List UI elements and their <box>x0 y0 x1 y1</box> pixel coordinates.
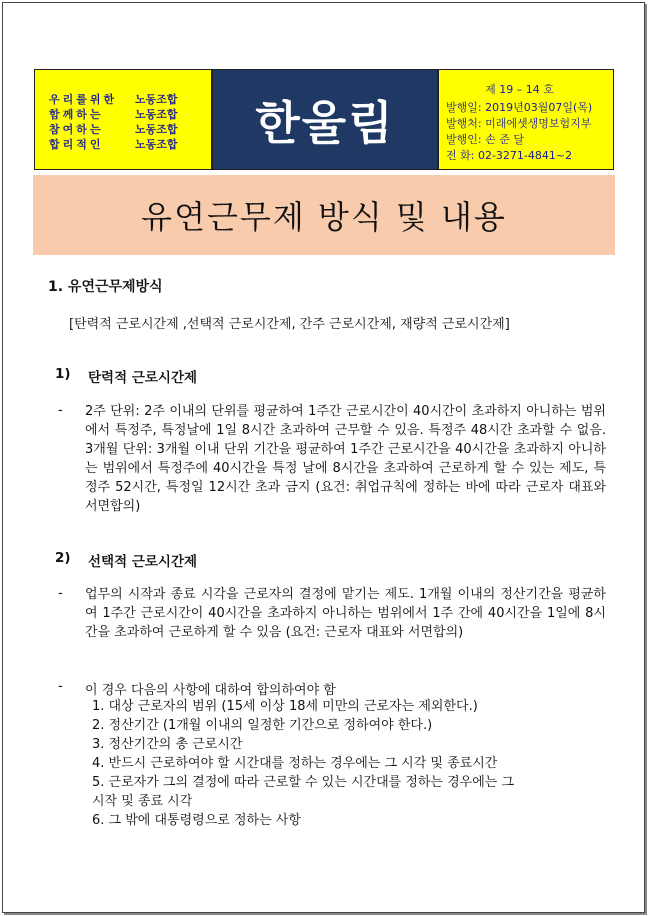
requirements-list <box>92 697 514 830</box>
title-banner <box>33 175 615 255</box>
subsection-number: 2) <box>55 550 71 566</box>
paragraph: 2주 단위: 2주 이내의 단위를 평균하여 1주간 근로시간이 40시간이 초과하지 아니하는 범위에서 특정주, 특정날에 1일 8시간 초과하여 근무할 수 있음. 특정주 48시간 초과할 수 없음. 3개월 단위: 3개월 이내 단위 기간을 평균하여 1주간 근로시간을 40시간을 초과하지 아니하는 범위에서 특정주에 40시간을 특정 날에 8시간을 초과하여 근로하게 할 수 있는 제도, 특정주 52시간, 특정일 12시간 초과 금지 (요건: 취업규칙에 정하는 바에 따라 근로자 대표와 서면합의) <box>85 404 606 514</box>
masthead-logo-box <box>212 69 438 170</box>
bullet-dash: - <box>58 586 63 601</box>
list-item: 5. 근로자가 그의 결정에 따라 근로할 수 있는 시간대를 정하는 경우에는 그 <box>92 775 515 790</box>
subsection-heading: 탄력적 근로시간제 <box>88 370 198 386</box>
slogan-line: 참여하는 노동조합 <box>49 123 178 136</box>
list-item: 2. 정산기간 (1개월 이내의 일정한 기간으로 정하여야 한다.) <box>92 718 433 733</box>
masthead-logo: 한울림 <box>255 95 395 150</box>
bullet-dash: - <box>58 679 63 694</box>
slogan-box <box>34 69 212 170</box>
published-date: 발행일: 2019년03월07일(목) <box>446 101 593 114</box>
list-item: 6. 그 밖에 대통령령으로 정하는 사항 <box>92 813 301 828</box>
page-title: 유연근무제 방식 및 내용 <box>141 198 507 236</box>
subsection-heading: 선택적 근로시간제 <box>88 554 198 570</box>
publisher: 발행처: 미래에셋생명보험지부 <box>446 117 592 130</box>
slogan-line: 우리를위한 노동조합 <box>49 93 178 106</box>
list-item: 1. 대상 근로자의 범위 (15세 이상 18세 미만의 근로자는 제외한다.) <box>92 699 478 714</box>
bullet-dash: - <box>58 403 63 418</box>
issuer: 발행인: 손 준 달 <box>446 133 524 146</box>
section-types: [탄력적 근로시간제 ,선택적 근로시간제, 간주 근로시간제, 재량적 근로시간제] <box>69 317 510 332</box>
issue-number: 제 19 – 14 호 <box>485 83 554 96</box>
list-item: 시작 및 종료 시각 <box>92 794 193 809</box>
slogan-line: 함께하는 노동조합 <box>49 108 178 121</box>
section-heading: 1. 유연근무제방식 <box>48 279 163 295</box>
list-intro: 이 경우 다음의 사항에 대하여 합의하여야 함 <box>85 683 336 698</box>
slogan-line: 합리적인 노동조합 <box>49 138 178 151</box>
list-item: 3. 정산기간의 총 근로시간 <box>92 737 243 752</box>
phone: 전 화: 02-3271-4841~2 <box>446 149 573 162</box>
list-item: 4. 반드시 근로하여야 할 시간대를 정하는 경우에는 그 시각 및 종료시간 <box>92 756 498 771</box>
subsection-number: 1) <box>55 366 71 382</box>
paragraph: 업무의 시작과 종료 시각을 근로자의 결정에 맡기는 제도. 1개월 이내의 정산기간을 평균하여 1주간 근로시간이 40시간을 초과하지 아니하는 범위에서 1주 간에 40시간을 1일에 8시간을 초과하여 근로하게 할 수 있음 (요건: 근로자 대표와 서면합의) <box>85 587 606 640</box>
publication-info <box>438 69 614 170</box>
